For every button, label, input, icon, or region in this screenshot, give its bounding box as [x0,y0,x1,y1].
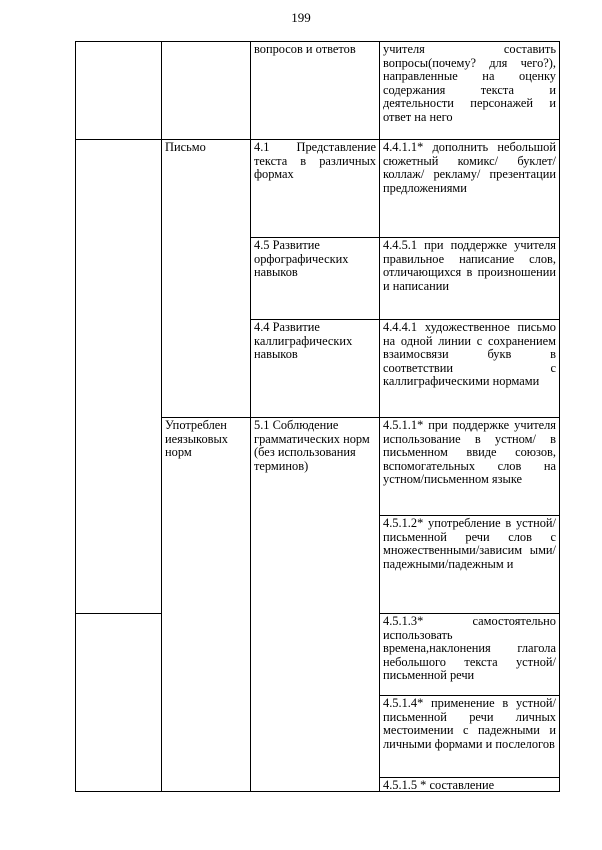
goal-cell: 4.4.5.1 при поддержке учителя правильное написание слов, отличающихся в произношении и написании [380,238,560,320]
topic-cell: 5.1 Соблюдение грамматических норм (без использования терминов) [251,418,380,792]
section-cell [162,42,251,140]
section-cell: Употреблен иеязыковых норм [162,418,251,792]
goal-cell: 4.5.1.4* применение в устной/письменной речи личных местоимении с падежными и личными формами и послелогов [380,696,560,778]
table-row [76,140,560,238]
goal-cell: 4.5.1.2* употребление в устной/ письменной речи слов с множественными/зависим ыми/падежными/падежным и [380,516,560,614]
table-row [76,42,560,140]
goal-cell: 4.4.1.1* дополнить небольшой сюжетный комикс/ буклет/ коллаж/ рекламу/ презентации предложениями [380,140,560,238]
topic-cell: 4.4 Развитие каллиграфических навыков [251,320,380,418]
goal-cell: 4.4.4.1 художественное письмо на одной линии с сохранением взаимосвязи букв в соответствии с каллиграфическими нормами [380,320,560,418]
section-cell [76,140,162,614]
page-number: 199 [291,10,311,25]
goal-cell: учителя составить вопросы(почему? для чего?), направленные на оценку содержания текста и деятельности персонажей и ответ на него [380,42,560,140]
section-cell [76,614,162,792]
topic-cell: 4.5 Развитие орфографических навыков [251,238,380,320]
section-cell [76,42,162,140]
topic-cell: 4.1 Представление текста в различных формах [251,140,380,238]
goal-text: 4.5.1.5 * составление [383,779,495,791]
goal-cell: 4.5.1.1* при поддержке учителя использование в устном/ в письменном ввиде союзов, вспомогательных слов на устном/письменном языке [380,418,560,516]
goal-cell [380,778,560,792]
topic-cell: вопросов и ответов [251,42,380,140]
curriculum-table [75,41,560,792]
section-cell: Письмо [162,140,251,418]
goal-cell: 4.5.1.3* самостоятельно использовать времена,наклонения глагола небольшого текста устной/письменной речи [380,614,560,696]
